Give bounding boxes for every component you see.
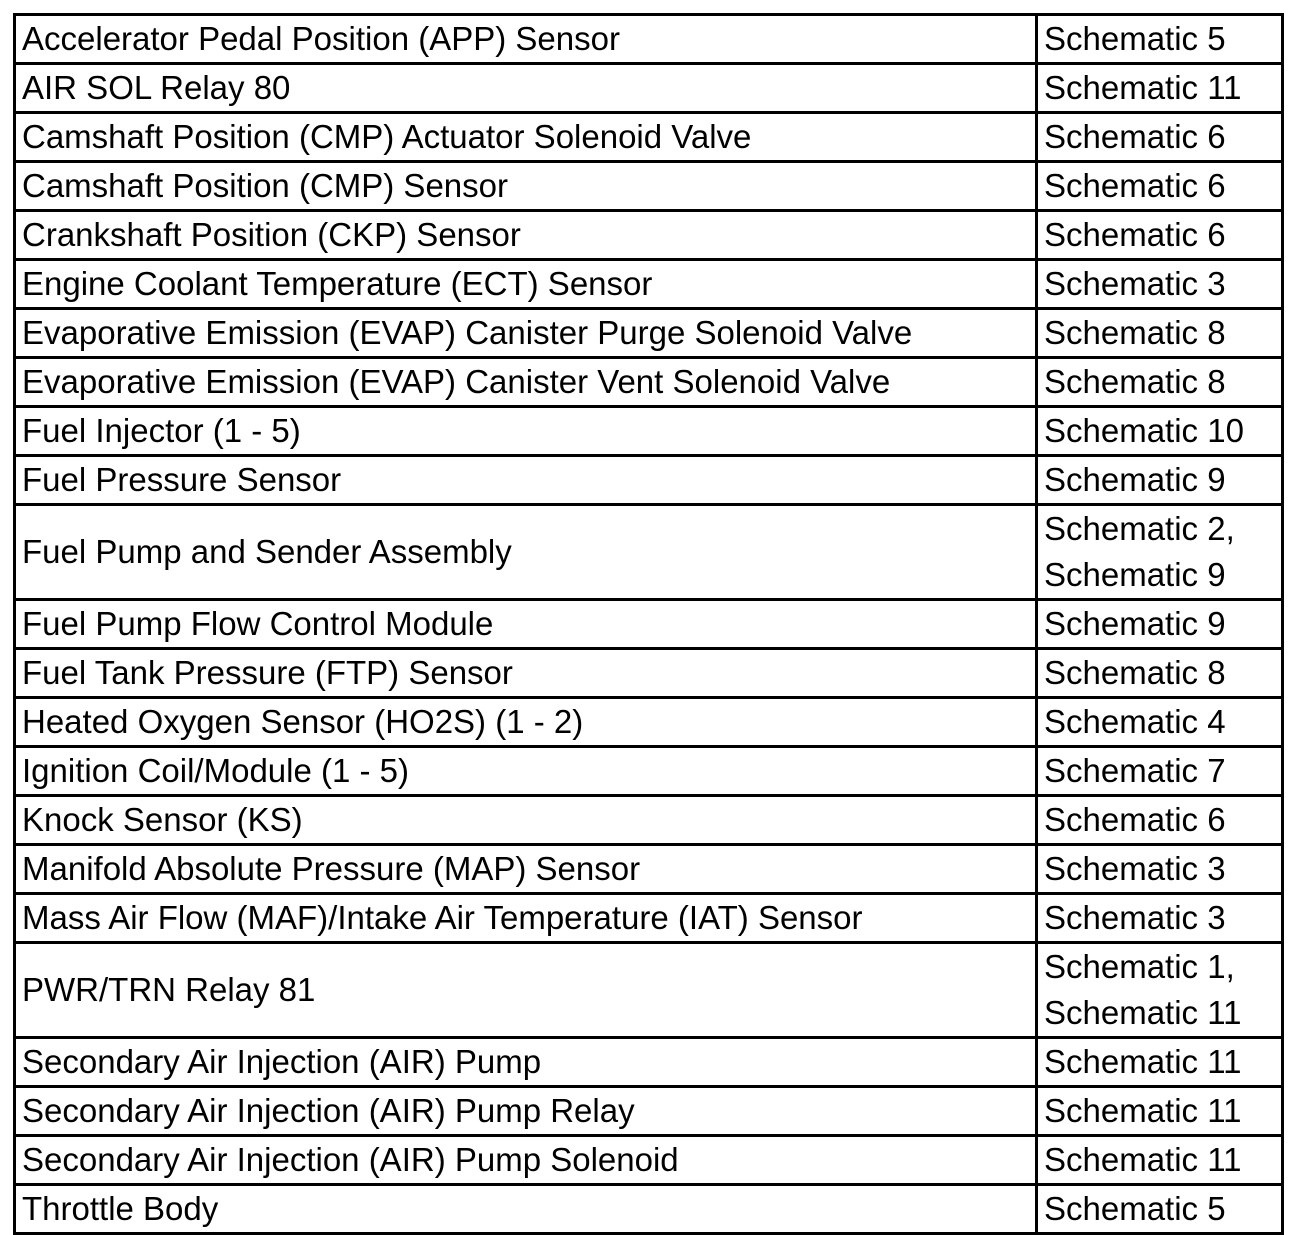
component-name-cell: Throttle Body xyxy=(15,1185,1037,1234)
schematic-reference-cell xyxy=(1037,845,1283,894)
schematic-reference-cell xyxy=(1037,407,1283,456)
schematic-reference-cell xyxy=(1037,260,1283,309)
schematic-reference-cell xyxy=(1037,649,1283,698)
schematic-reference: Schematic 6 xyxy=(1044,167,1226,204)
schematic-reference: Schematic 3 xyxy=(1044,850,1226,887)
schematic-reference-cell xyxy=(1037,943,1283,1038)
table-row xyxy=(15,894,1283,943)
schematic-reference-cell xyxy=(1037,796,1283,845)
schematic-reference: Schematic 8 xyxy=(1044,314,1226,351)
table-row xyxy=(15,113,1283,162)
component-name-cell: Fuel Pump Flow Control Module xyxy=(15,600,1037,649)
table-row xyxy=(15,162,1283,211)
schematic-reference: Schematic 2, xyxy=(1044,510,1235,547)
table-row xyxy=(15,358,1283,407)
schematic-reference: Schematic 6 xyxy=(1044,801,1226,838)
table-row xyxy=(15,456,1283,505)
schematic-reference: Schematic 9 xyxy=(1044,605,1226,642)
schematic-reference-cell xyxy=(1037,162,1283,211)
component-name-cell: Evaporative Emission (EVAP) Canister Vent Solenoid Valve xyxy=(15,358,1037,407)
table-row xyxy=(15,943,1283,1038)
component-name-cell: Manifold Absolute Pressure (MAP) Sensor xyxy=(15,845,1037,894)
table-row xyxy=(15,211,1283,260)
component-name-cell: Evaporative Emission (EVAP) Canister Purge Solenoid Valve xyxy=(15,309,1037,358)
schematic-reference: Schematic 11 xyxy=(1044,1141,1242,1178)
schematic-reference: Schematic 1, xyxy=(1044,948,1235,985)
schematic-reference: Schematic 11 xyxy=(1044,69,1242,106)
schematic-reference: Schematic 11 xyxy=(1044,994,1242,1031)
component-name-cell: Camshaft Position (CMP) Actuator Solenoid Valve xyxy=(15,113,1037,162)
schematic-reference-cell xyxy=(1037,309,1283,358)
schematic-reference-cell xyxy=(1037,505,1283,600)
table-row xyxy=(15,1136,1283,1185)
component-name-cell: Fuel Injector (1 - 5) xyxy=(15,407,1037,456)
table-row xyxy=(15,15,1283,64)
component-name-cell: Accelerator Pedal Position (APP) Sensor xyxy=(15,15,1037,64)
component-name-cell: Crankshaft Position (CKP) Sensor xyxy=(15,211,1037,260)
table-row xyxy=(15,407,1283,456)
table-row xyxy=(15,64,1283,113)
table-row xyxy=(15,1087,1283,1136)
table-row xyxy=(15,260,1283,309)
schematic-reference: Schematic 3 xyxy=(1044,265,1226,302)
schematic-reference: Schematic 8 xyxy=(1044,654,1226,691)
schematic-reference: Schematic 11 xyxy=(1044,1043,1242,1080)
component-name-cell: Engine Coolant Temperature (ECT) Sensor xyxy=(15,260,1037,309)
schematic-reference-cell xyxy=(1037,113,1283,162)
component-name-cell: PWR/TRN Relay 81 xyxy=(15,943,1037,1038)
schematic-reference: Schematic 6 xyxy=(1044,118,1226,155)
component-name-cell: Mass Air Flow (MAF)/Intake Air Temperature (IAT) Sensor xyxy=(15,894,1037,943)
component-name-cell: AIR SOL Relay 80 xyxy=(15,64,1037,113)
component-name-cell: Knock Sensor (KS) xyxy=(15,796,1037,845)
component-name-cell: Secondary Air Injection (AIR) Pump xyxy=(15,1038,1037,1087)
table-row xyxy=(15,505,1283,600)
schematic-reference-cell xyxy=(1037,456,1283,505)
schematic-reference: Schematic 4 xyxy=(1044,703,1226,740)
schematic-reference-cell xyxy=(1037,64,1283,113)
schematic-reference-cell xyxy=(1037,1038,1283,1087)
schematic-reference: Schematic 5 xyxy=(1044,20,1226,57)
table-row xyxy=(15,1038,1283,1087)
table-row xyxy=(15,1185,1283,1234)
schematic-reference: Schematic 11 xyxy=(1044,1092,1242,1129)
component-name-cell: Fuel Pump and Sender Assembly xyxy=(15,505,1037,600)
schematic-reference-cell xyxy=(1037,211,1283,260)
schematic-reference: Schematic 3 xyxy=(1044,899,1226,936)
component-name-cell: Ignition Coil/Module (1 - 5) xyxy=(15,747,1037,796)
schematic-reference: Schematic 9 xyxy=(1044,461,1226,498)
component-name-cell: Heated Oxygen Sensor (HO2S) (1 - 2) xyxy=(15,698,1037,747)
component-schematic-table xyxy=(13,13,1284,1235)
schematic-reference-cell xyxy=(1037,1087,1283,1136)
table-row xyxy=(15,309,1283,358)
component-name-cell: Fuel Pressure Sensor xyxy=(15,456,1037,505)
schematic-reference-cell xyxy=(1037,1136,1283,1185)
component-name-cell: Secondary Air Injection (AIR) Pump Relay xyxy=(15,1087,1037,1136)
schematic-reference: Schematic 6 xyxy=(1044,216,1226,253)
schematic-reference: Schematic 10 xyxy=(1044,412,1244,449)
component-name-cell: Secondary Air Injection (AIR) Pump Solenoid xyxy=(15,1136,1037,1185)
schematic-reference-cell xyxy=(1037,15,1283,64)
schematic-reference-cell xyxy=(1037,1185,1283,1234)
schematic-reference: Schematic 8 xyxy=(1044,363,1226,400)
schematic-reference: Schematic 7 xyxy=(1044,752,1226,789)
table-body xyxy=(15,15,1283,1234)
schematic-reference-cell xyxy=(1037,747,1283,796)
component-name-cell: Camshaft Position (CMP) Sensor xyxy=(15,162,1037,211)
table-row xyxy=(15,747,1283,796)
schematic-reference-cell xyxy=(1037,894,1283,943)
schematic-reference: Schematic 9 xyxy=(1044,556,1226,593)
table-row xyxy=(15,698,1283,747)
table-row xyxy=(15,649,1283,698)
table-row xyxy=(15,600,1283,649)
table-row xyxy=(15,796,1283,845)
table-row xyxy=(15,845,1283,894)
schematic-reference-cell xyxy=(1037,600,1283,649)
schematic-reference: Schematic 5 xyxy=(1044,1190,1226,1227)
schematic-reference-cell xyxy=(1037,358,1283,407)
component-name-cell: Fuel Tank Pressure (FTP) Sensor xyxy=(15,649,1037,698)
schematic-reference-cell xyxy=(1037,698,1283,747)
